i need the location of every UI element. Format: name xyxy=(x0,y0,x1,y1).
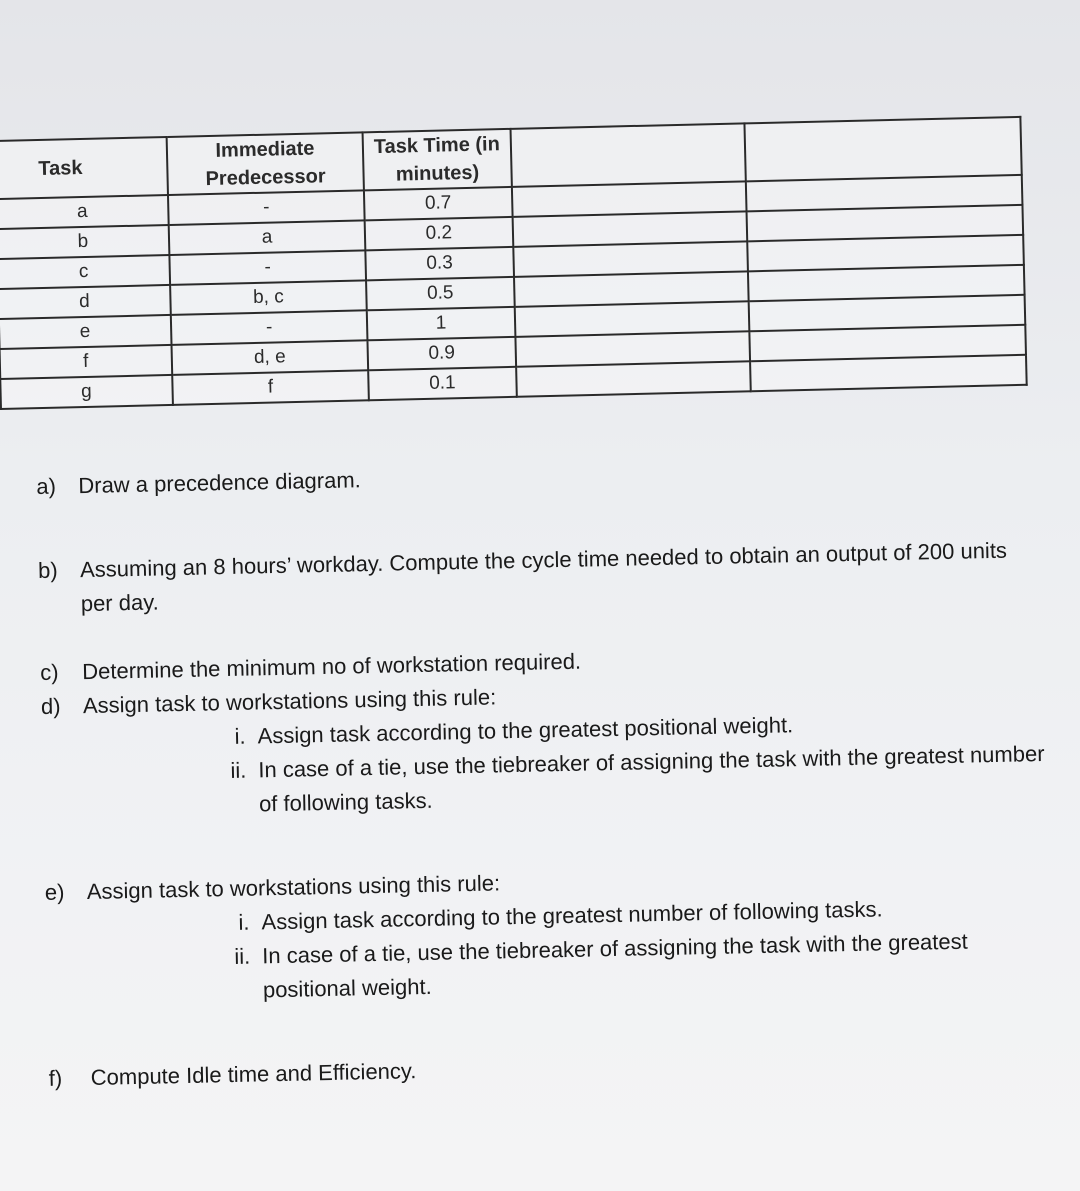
question-label: c) xyxy=(39,659,59,685)
question-text: Assign task to workstations using this rule: xyxy=(82,684,497,719)
cell-predecessor: b, c xyxy=(170,280,367,315)
cell-predecessor: - xyxy=(169,250,366,285)
rule-label: ii. xyxy=(230,757,247,783)
header-predecessor: Immediate Predecessor xyxy=(166,132,364,195)
header-empty-2 xyxy=(745,117,1022,181)
question-text: Assign task to workstations using this rule: xyxy=(86,870,501,905)
cell-time: 0.7 xyxy=(364,187,512,220)
cell-task: b xyxy=(0,225,169,259)
rule-text: In case of a tie, use the tiebreaker of assigning the task with the greatest number of following tasks. xyxy=(258,740,1045,817)
cell-predecessor: f xyxy=(172,370,369,405)
cell-task: e xyxy=(0,315,171,349)
question-label: d) xyxy=(40,693,61,719)
question-list xyxy=(36,449,1069,1096)
cell-task: d xyxy=(0,285,171,319)
cell-predecessor: d, e xyxy=(171,340,368,375)
cell-predecessor: a xyxy=(168,220,365,255)
cell-task: a xyxy=(0,195,168,229)
cell-time: 0.1 xyxy=(368,367,516,400)
rule-text: Assign task according to the greatest number of following tasks. xyxy=(261,896,883,935)
cell-empty xyxy=(750,355,1026,391)
rule-label: i. xyxy=(234,723,246,749)
question-text: Draw a precedence diagram. xyxy=(78,467,362,499)
task-table-wrapper xyxy=(0,116,1030,410)
cell-time: 0.5 xyxy=(366,277,514,310)
cell-task: c xyxy=(0,255,170,289)
cell-time: 0.2 xyxy=(365,217,513,250)
cell-predecessor: - xyxy=(171,310,368,345)
cell-task: f xyxy=(0,345,172,379)
header-task: Task xyxy=(0,137,168,199)
cell-time: 0.3 xyxy=(366,247,514,280)
question-text: Compute Idle time and Efficiency. xyxy=(90,1058,417,1090)
table-body xyxy=(0,175,1027,409)
rule-label: i. xyxy=(238,909,250,935)
task-table xyxy=(0,116,1028,410)
cell-time: 0.9 xyxy=(368,337,516,370)
rule-text: In case of a tie, use the tiebreaker of assigning the task with the greatest positional weight. xyxy=(261,928,968,1003)
question-label: e) xyxy=(44,879,65,905)
header-empty-1 xyxy=(510,123,746,187)
question-text: Determine the minimum no of workstation required. xyxy=(81,648,582,685)
cell-predecessor: - xyxy=(168,190,365,225)
question-label: a) xyxy=(36,473,57,499)
question-text: Assuming an 8 hours’ workday. Compute the cycle time needed to obtain an output of 200 units per day. xyxy=(79,537,1008,617)
cell-empty xyxy=(516,361,751,397)
question-label: b) xyxy=(37,557,58,583)
cell-task: g xyxy=(0,375,172,409)
cell-time: 1 xyxy=(367,307,515,340)
rule-label: ii. xyxy=(234,943,251,969)
header-task-time: Task Time (in minutes) xyxy=(363,129,512,190)
rule-text: Assign task according to the greatest positional weight. xyxy=(257,712,794,749)
question-label: f) xyxy=(48,1065,63,1091)
